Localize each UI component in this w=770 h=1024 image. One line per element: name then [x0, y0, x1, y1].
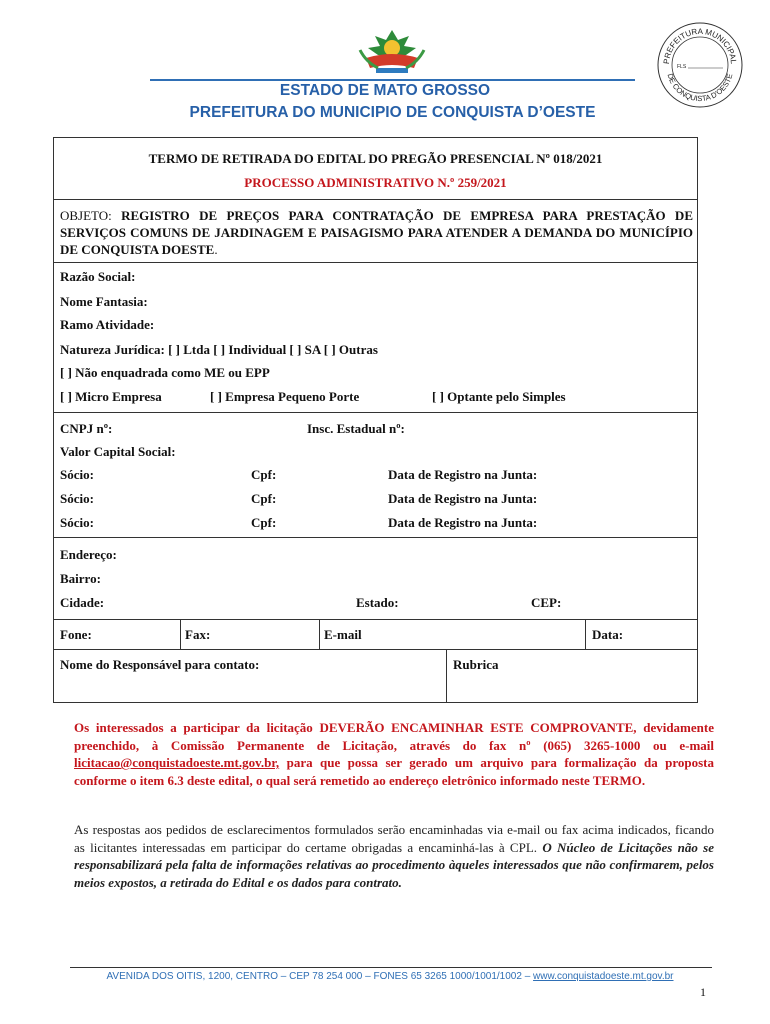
nao-enquadrada-checkbox[interactable]: [ ] Não enquadrada como ME ou EPP [60, 365, 270, 380]
svg-text:PREFEITURA MUNICIPAL: PREFEITURA MUNICIPAL [661, 26, 739, 65]
objeto-end: . [214, 242, 218, 257]
withdrawal-form [53, 137, 698, 703]
header-divider [150, 79, 635, 81]
natureza-juridica-options[interactable]: Natureza Jurídica: [ ] Ltda [ ] Individual [ ] SA [ ] Outras [60, 342, 378, 357]
svg-text:FLS: FLS [677, 64, 687, 70]
municipal-crest-logo [352, 28, 432, 78]
edital-title: TERMO DE RETIRADA DO EDITAL DO PREGÃO PRESENCIAL Nº 018/2021 [148, 151, 603, 166]
objeto-label: OBJETO: [60, 208, 112, 223]
cnpj-field[interactable]: CNPJ nº: [60, 421, 113, 436]
notice-text: Os interessados a participar da licitação DEVERÃO ENCAMINHAR ESTE COMPROVANTE, devidamente preenchido, à Comissão Permanente de Licitação, através do fax nº (065) 3265-1000 ou e-mail [74, 720, 714, 753]
footer-address [0, 971, 770, 982]
estado-field[interactable]: Estado: [356, 595, 399, 610]
notice-text-end: para que possa ser gerado um arquivo para formalização da proposta conforme o item 6.3 deste edital, o qual será remetido ao endereço eletrônico informado neste TERMO. [74, 755, 714, 788]
registro-junta-field[interactable]: Data de Registro na Junta: [388, 491, 538, 506]
socio-field[interactable]: Sócio: [60, 491, 94, 506]
objeto-paragraph [60, 207, 693, 258]
pequeno-porte-checkbox[interactable]: [ ] Empresa Pequeno Porte [210, 389, 360, 404]
registro-junta-field[interactable]: Data de Registro na Junta: [388, 515, 538, 530]
processo-title: PROCESSO ADMINISTRATIVO N.º 259/2021 [244, 175, 507, 190]
responsavel-field[interactable]: Nome do Responsável para contato: [60, 657, 260, 672]
clarification-paragraph [74, 821, 714, 891]
bairro-field[interactable]: Bairro: [60, 571, 101, 586]
website-link[interactable]: www.conquistadoeste.mt.gov.br [533, 971, 674, 982]
footer-divider [70, 967, 712, 968]
razao-social-field[interactable]: Razão Social: [60, 269, 136, 284]
cpf-field[interactable]: Cpf: [251, 467, 277, 482]
rubrica-field[interactable]: Rubrica [453, 657, 499, 672]
email-field[interactable]: E-mail [324, 627, 362, 642]
contact-email-link[interactable]: licitacao@conquistadoeste.mt.gov.br, [74, 755, 280, 770]
cidade-field[interactable]: Cidade: [60, 595, 105, 610]
fax-field[interactable]: Fax: [185, 627, 211, 642]
state-title: ESTADO DE MATO GROSSO [279, 82, 491, 99]
micro-empresa-checkbox[interactable]: [ ] Micro Empresa [60, 389, 162, 404]
instructions-notice [74, 719, 714, 789]
nome-fantasia-field[interactable]: Nome Fantasia: [60, 294, 148, 309]
cpf-field[interactable]: Cpf: [251, 491, 277, 506]
endereco-field[interactable]: Endereço: [60, 547, 117, 562]
svg-text:DE CONQUISTA D'OESTE: DE CONQUISTA D'OESTE [665, 72, 735, 104]
objeto-text: REGISTRO DE PREÇOS PARA CONTRATAÇÃO DE EMPRESA PARA PRESTAÇÃO DE SERVIÇOS COMUNS DE JARDINAGEM E PAISAGISMO PARA ATENDER A DEMANDA DO MUNICÍPIO DE CONQUISTA DOESTE [60, 208, 693, 257]
optante-simples-checkbox[interactable]: [ ] Optante pelo Simples [432, 389, 566, 404]
ramo-atividade-field[interactable]: Ramo Atividade: [60, 317, 155, 332]
municipal-stamp-seal [655, 20, 745, 110]
page-number: 1 [700, 985, 706, 999]
socio-field[interactable]: Sócio: [60, 515, 94, 530]
footer-address-text: AVENIDA DOS OITIS, 1200, CENTRO – CEP 78 254 000 – FONES 65 3265 1000/1001/1002 – [106, 971, 534, 982]
prefeitura-title: PREFEITURA DO MUNICIPIO DE CONQUISTA D’OESTE [189, 104, 596, 121]
registro-junta-field[interactable]: Data de Registro na Junta: [388, 467, 538, 482]
cep-field[interactable]: CEP: [531, 595, 562, 610]
valor-capital-field[interactable]: Valor Capital Social: [60, 444, 176, 459]
cpf-field[interactable]: Cpf: [251, 515, 277, 530]
socio-field[interactable]: Sócio: [60, 467, 94, 482]
info-text: As respostas aos pedidos de esclarecimentos formulados serão encaminhadas via e-mail ou fax acima indicados, ficando as licitantes interessadas em participar do certame obrigadas a encaminhá-las à CPL. [74, 822, 714, 855]
info-emphasis: O Núcleo de Licitações não se responsabilizará pela falta de informações relativas ao procedimento àqueles interessados que não confirmarem, pelos meios expostos, a retirada do Edital e os dados para contrato. [74, 839, 714, 890]
insc-estadual-field[interactable]: Insc. Estadual nº: [307, 421, 405, 436]
fone-field[interactable]: Fone: [60, 627, 92, 642]
data-field[interactable]: Data: [592, 627, 624, 642]
